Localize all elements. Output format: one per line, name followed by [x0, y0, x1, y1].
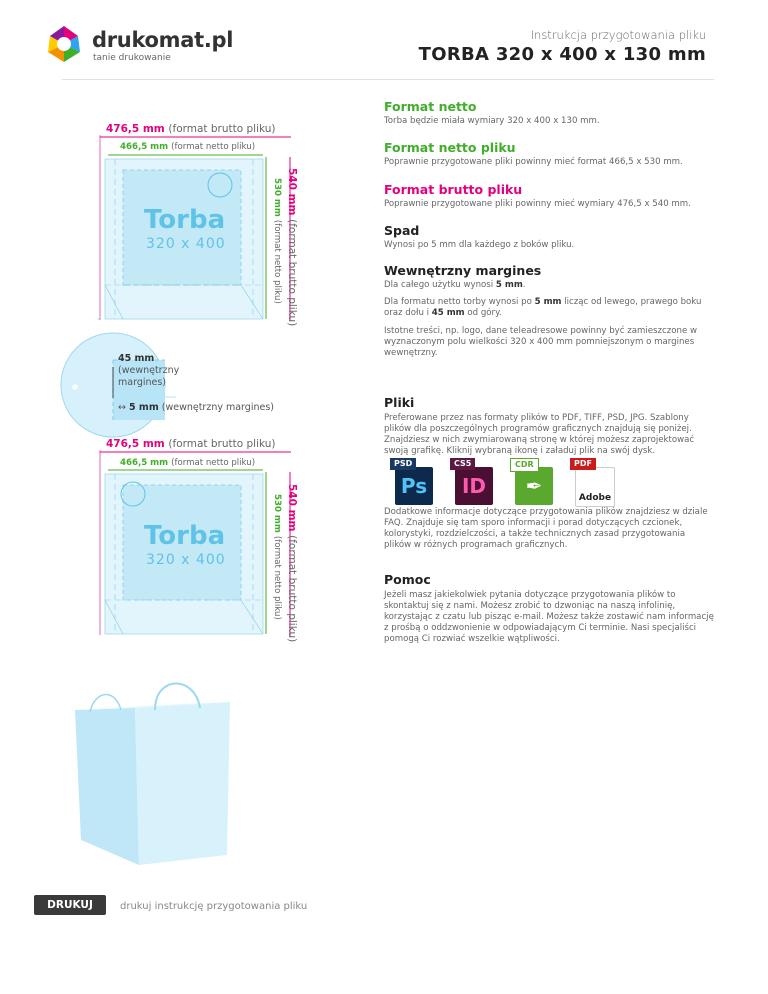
margin-top-label: 45 mm (wewnętrzny margines)	[118, 353, 180, 388]
product-size-2: 320 x 400	[146, 552, 226, 568]
pdf-icon[interactable]: Adobe PDF	[570, 458, 616, 506]
product-word: Torba	[144, 205, 226, 235]
format-brutto-pliku-text: Poprawnie przygotowane pliki powinny mieć wymiary 476,5 x 540 mm.	[384, 199, 691, 209]
pomoc-heading: Pomoc	[384, 572, 431, 587]
logo-tagline: tanie drukowanie	[93, 53, 171, 63]
bag-illustration	[55, 670, 255, 880]
photoshop-icon[interactable]: Ps PSD	[390, 458, 436, 506]
netto-width-dimension-2: 466,5 mm (format netto pliku)	[120, 458, 256, 468]
indesign-icon[interactable]: ID CS5	[450, 458, 496, 506]
format-brutto-pliku-heading: Format brutto pliku	[384, 182, 523, 197]
double-arrow-icon: ↔	[118, 402, 126, 413]
header-divider	[62, 79, 714, 80]
brutto-height-dimension: 540 mm (format brutto pliku)	[286, 168, 298, 327]
margines-text-1: Dla całego użytku wynosi 5 mm.	[384, 280, 526, 290]
pliki-heading: Pliki	[384, 395, 415, 410]
pliki-text-2: Dodatkowe informacje dotyczące przygotowania plików znajdziesz w dziale FAQ. Znajduje się tam sporo informacji i porad dotyczących czcionek, kolorystyki, rozdzielczości, a także technicznych zasad przygotowania plików w różnych programach graficznych.	[384, 507, 708, 550]
logo-name[interactable]: drukomat.pl	[92, 28, 234, 52]
brutto-width-dimension-2: 476,5 mm (format brutto pliku)	[106, 438, 276, 450]
brutto-width-dimension: 476,5 mm (format brutto pliku)	[106, 123, 276, 135]
product-size: 320 x 400	[146, 236, 226, 252]
margin-side-label: ↔ 5 mm (wewnętrzny margines)	[118, 402, 274, 413]
pomoc-text: Jeżeli masz jakiekolwiek pytania dotyczące przygotowania plików to skontaktuj się z nami. Możesz zrobić to dzwoniąc na naszą infolinię, korzystając z czatu lub pisząc e-mail. Możesz także zostawić nam informację z prośbą o oddzwonienie w odpowiadającym Ci terminie. Nasi specjaliści pomogą Ci rozwiać wszelkie wątpliwości.	[384, 590, 714, 644]
netto-height-dimension: 530 mm (format netto pliku)	[272, 178, 282, 304]
netto-width-dimension: 466,5 mm (format netto pliku)	[120, 142, 256, 152]
logo[interactable]	[44, 24, 84, 64]
format-netto-pliku-text: Poprawnie przygotowane pliki powinny mieć format 466,5 x 530 mm.	[384, 157, 683, 167]
netto-height-dimension-2: 530 mm (format netto pliku)	[272, 494, 282, 620]
spad-heading: Spad	[384, 223, 420, 238]
print-button[interactable]: DRUKUJ	[34, 895, 106, 915]
coreldraw-icon[interactable]: ✒ CDR	[510, 458, 556, 506]
product-word-2: Torba	[144, 521, 226, 551]
margines-text-3: Istotne treści, np. logo, dane teleadresowe powinny być zamieszczone w wyznaczonym polu wielkości 320 x 400 mm pomniejszonym o margines wewnętrzny.	[384, 326, 698, 358]
margines-heading: Wewnętrzny margines	[384, 263, 542, 278]
print-link[interactable]: drukuj instrukcję przygotowania pliku	[120, 901, 308, 912]
pliki-text: Preferowane przez nas formaty plików to PDF, TIFF, PSD, JPG. Szablony plików dla poszczególnych programów graficznych znajdują się poniżej. Znajdziesz w nich zwymiarowaną stronę w której możesz zaprojektować swoją grafikę. Kliknij wybraną ikonę i załaduj plik na swój dysk.	[384, 413, 695, 456]
logo-icon	[44, 24, 84, 64]
format-netto-heading: Format netto	[384, 99, 477, 114]
margines-text-2: Dla formatu netto torby wynosi po 5 mm licząc od lewego, prawego boku oraz dołu i 45 mm od góry.	[384, 297, 702, 318]
brutto-height-dimension-2: 540 mm (format brutto pliku)	[286, 484, 298, 643]
spad-text: Wynosi po 5 mm dla każdego z boków pliku.	[384, 240, 575, 250]
page-title: TORBA 320 x 400 x 130 mm	[418, 44, 706, 65]
format-netto-pliku-heading: Format netto pliku	[384, 140, 516, 155]
page-subtitle: Instrukcja przygotowania pliku	[530, 28, 706, 42]
format-netto-text: Torba będzie miała wymiary 320 x 400 x 130 mm.	[384, 116, 600, 126]
